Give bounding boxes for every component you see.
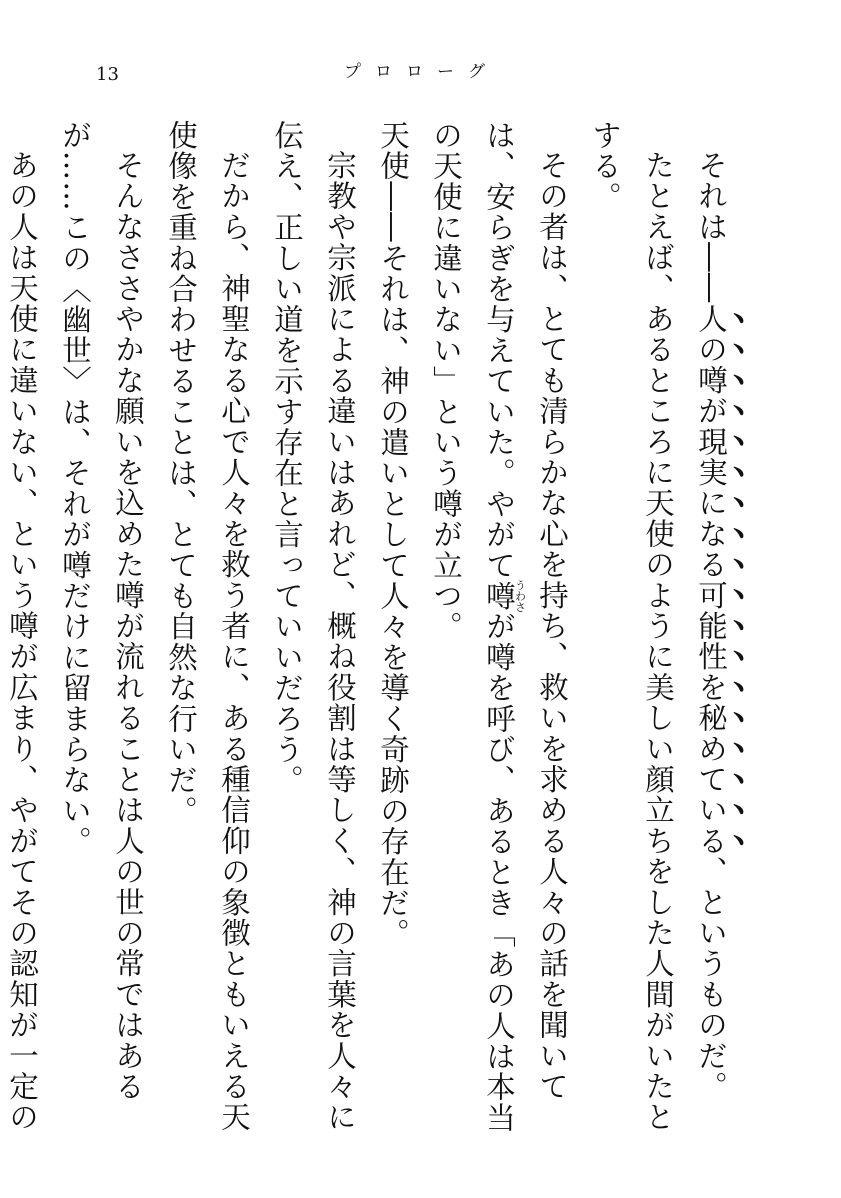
paragraph-2b (419, 120, 578, 1140)
paragraph-1-dash: ―― (694, 241, 728, 304)
paragraph-6: そんなささやかな願いを込めた噂が流れることは人の世の常ではあるが……この〈幽世〉は、それが噂だけに留まらない。 (58, 120, 145, 1102)
body-text (5, 120, 749, 1140)
paragraph-7-start: あの人は天使に違いない、という噂が広まり、やがてその認知が一定の (5, 149, 39, 1132)
paragraph-5: だから、神聖なる心で人々を救う者に、ある種信仰の象徴ともいえる天使像を重ね合わせることは、とても自然な行いだ。 (164, 120, 251, 1132)
paragraph-7 (0, 120, 48, 1140)
running-title: プロローグ (344, 62, 499, 82)
paragraph-2b-end: が噂を呼び、あるとき「あの人は本当の天使に違いない」という噂が立つ。 (429, 120, 516, 1134)
ruby-uwasa (482, 579, 527, 613)
ruby-reading: うわさ (513, 579, 527, 613)
paragraph-1-start: それは (694, 149, 728, 242)
ruby-base: 噂 (482, 579, 516, 613)
paragraph-3: 天使――それは、神の遣いとして人々を導く奇跡の存在だ。 (376, 120, 410, 949)
paragraph-4: 宗教や宗派による違いはあれど、概ね役割は等しく、神の言葉を人々に伝え、正しい道を示す存在と言っていいだろう。 (270, 120, 357, 1132)
paragraph-2b-start: その者は、とても清らかな心を持ち、救いを求める人々の話を聞いては、安らぎを与えていた。やがて (482, 120, 569, 1102)
paragraph-1-end: 、というものだ。 (694, 855, 728, 1102)
page-number: 13 (96, 64, 119, 85)
paragraph-1 (684, 120, 749, 1140)
paragraph-1-emphasized: 人の噂が現実になる可能性を秘めている (694, 303, 728, 856)
paragraph-2a: たとえば、あるところに天使のように美しい顔立ちをした人間がいたとする。 (588, 120, 675, 1132)
